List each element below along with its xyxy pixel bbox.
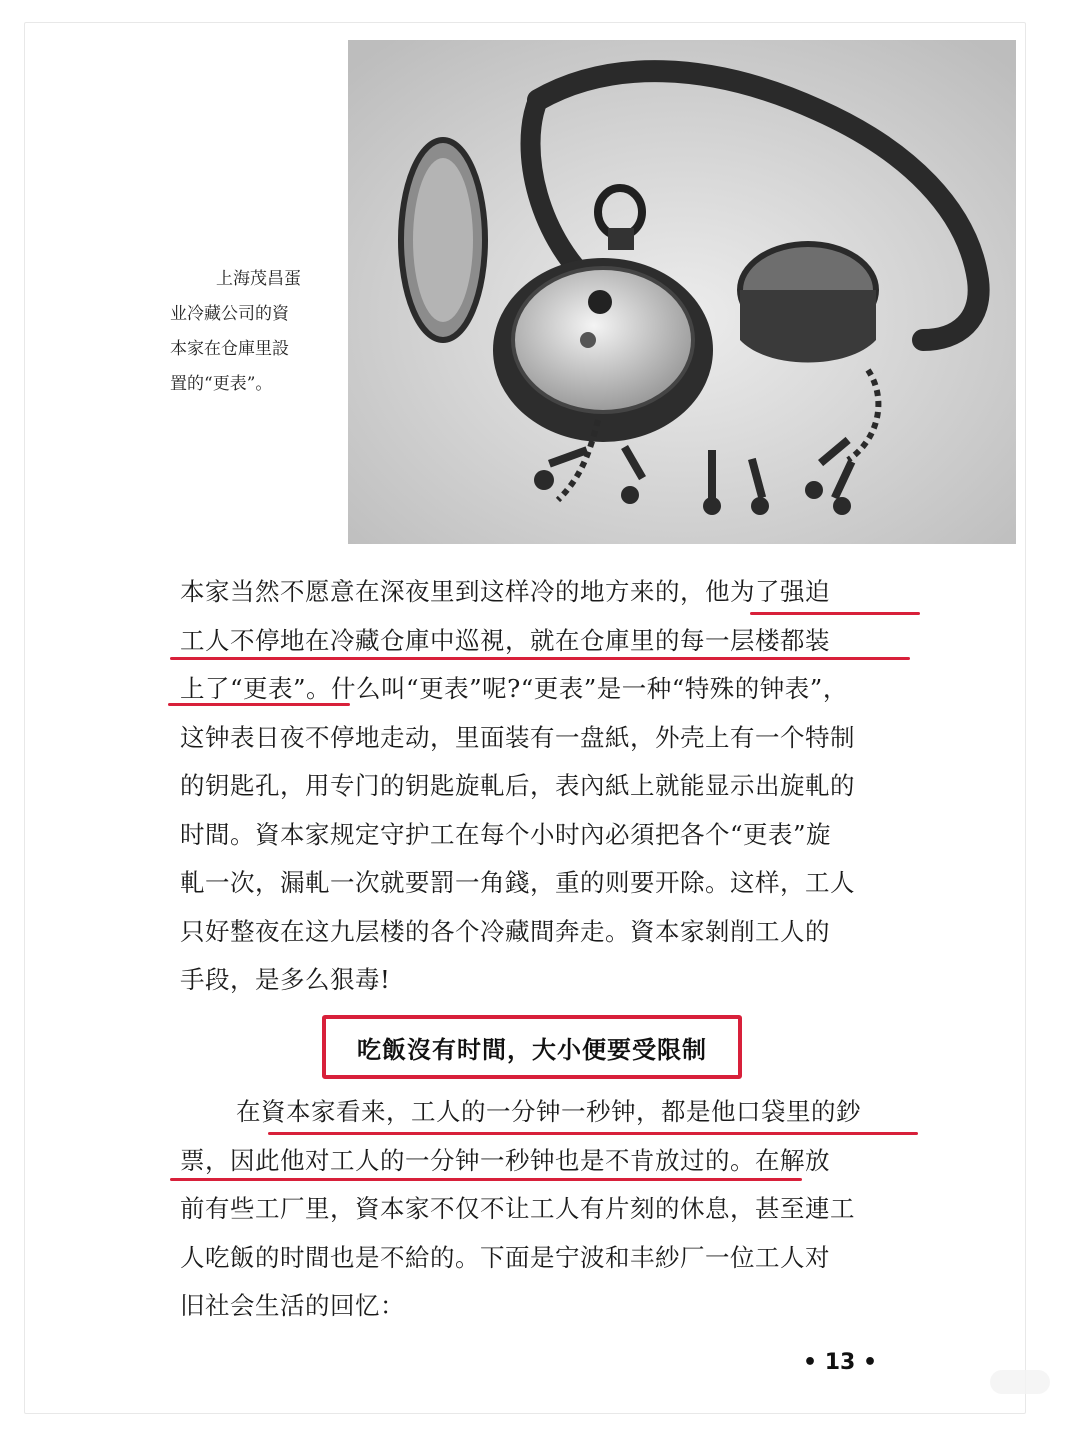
caption-line: 业冷藏公司的資	[170, 304, 289, 324]
text-line: 的钥匙孔，用专门的钥匙旋軋后，表內紙上就能显示出旋軋的	[180, 771, 855, 800]
caption-line: 置的“更表”。	[170, 374, 273, 394]
photo-caption	[170, 262, 340, 402]
text-line: 手段，是多么狠毒!	[180, 965, 391, 994]
text-line: 人吃飯的时間也是不給的。下面是宁波和丰紗厂一位工人对	[180, 1242, 830, 1272]
caption-line: 上海茂昌蛋	[216, 269, 301, 289]
caption-line: 本家在仓庫里設	[170, 339, 289, 359]
highlight-underline	[268, 1132, 918, 1135]
text-line: 本家当然不愿意在深夜里到这样冷的地方来的，他为了强迫	[180, 577, 830, 606]
pocket-watch-photo	[348, 40, 1016, 544]
text-line: 这钟表日夜不停地走动，里面装有一盘紙，外壳上有一个特制	[180, 722, 855, 752]
page-number: • 13 •	[802, 1350, 878, 1375]
highlight-underline	[750, 612, 920, 615]
text-line: 工人不停地在冷藏仓庫中巡視，就在仓庫里的每一层楼都装	[180, 625, 830, 655]
text-line: 在資本家看来，工人的一分钟一秒钟，都是他口袋里的鈔	[236, 1097, 861, 1126]
paragraph-watchman-clock	[180, 568, 906, 1005]
text-line: 前有些工厂里，資本家不仅不让工人有片刻的休息，甚至連工	[180, 1194, 855, 1223]
highlight-underline	[170, 1178, 802, 1181]
text-line: 票，因此他对工人的一分钟一秒钟也是不肯放过的。在解放	[180, 1145, 830, 1175]
section-heading-box	[322, 1015, 742, 1079]
highlight-underline	[168, 703, 350, 706]
section-heading: 吃飯沒有时間，大小便要受限制	[357, 1035, 707, 1064]
watermark-badge	[990, 1370, 1050, 1394]
paragraph-time-money	[180, 1088, 906, 1331]
text-line: 只好整夜在这九层楼的各个冷藏間奔走。資本家剝削工人的	[180, 916, 830, 946]
text-line: 时間。資本家规定守护工在每个小时內必須把各个“更表”旋	[180, 819, 832, 849]
text-line: 軋一次，漏軋一次就要罰一角錢，重的则要开除。这样，工人	[180, 868, 855, 897]
pocket-watch-illustration	[348, 40, 1016, 544]
text-line: 上了“更表”。什么叫“更表”呢?“更表”是一种“特殊的钟表”，	[180, 674, 848, 703]
highlight-underline	[170, 657, 910, 660]
text-line: 旧社会生活的回忆：	[180, 1291, 405, 1320]
